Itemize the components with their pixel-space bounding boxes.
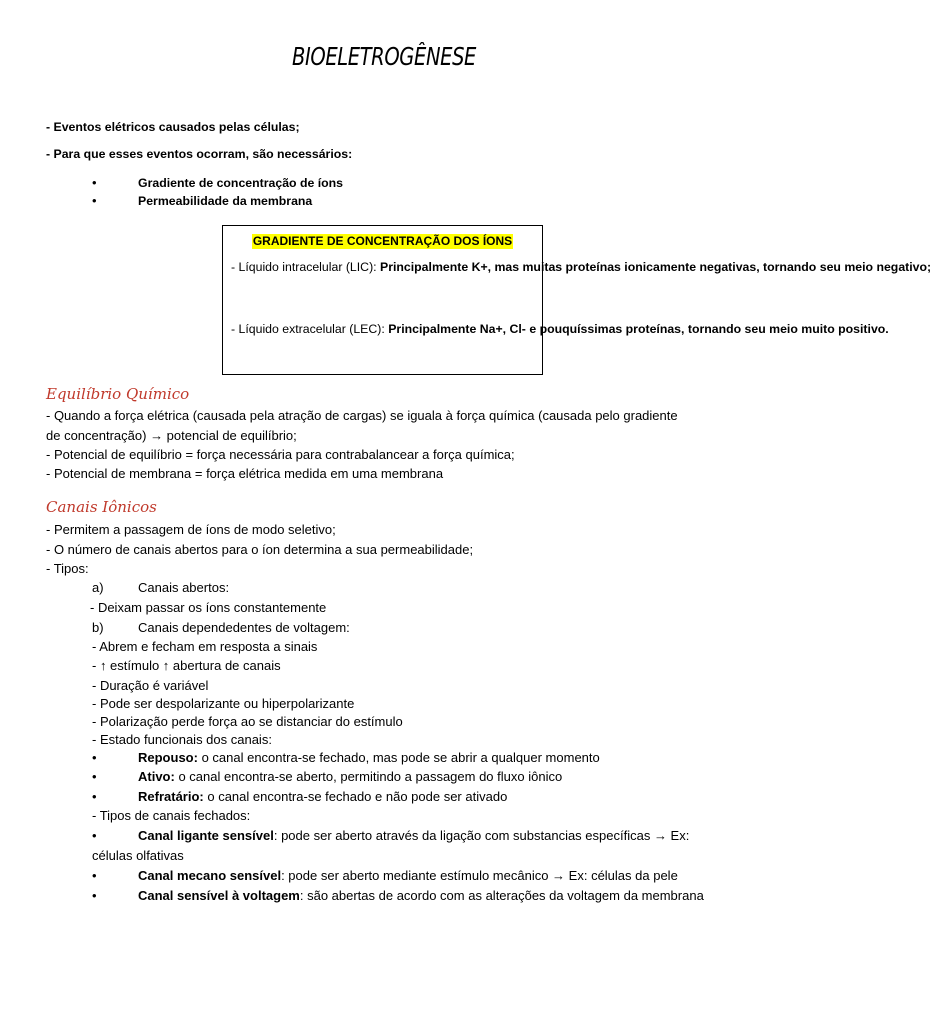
canais-line-3: - Tipos: (46, 561, 89, 576)
ion-gradient-box (222, 225, 931, 375)
page-title: BIOELETROGÊNESE (292, 42, 476, 71)
closed-term: Canal mecano sensível (138, 868, 282, 883)
bullet-symbol: • (92, 828, 97, 843)
box-paragraph-lic (231, 258, 931, 276)
item-b-sub: - Estado funcionais dos canais: (92, 732, 272, 747)
bullet-symbol: • (92, 769, 97, 784)
bullet-symbol: • (92, 193, 97, 208)
intro-bullet-2: Permeabilidade da membrana (138, 194, 313, 208)
state-term: Repouso: (138, 750, 198, 765)
closed-ligante-cont: células olfativas (92, 848, 184, 863)
box-lic-text: Principalmente K+, mas muitas proteínas ionicamente negativas, tornando seu meio negativo; (380, 260, 931, 274)
bullet-symbol: • (92, 175, 97, 190)
closed-term: Canal ligante sensível (138, 828, 274, 843)
state-def: o canal encontra-se aberto, permitindo a passagem do fluxo iônico (174, 769, 563, 784)
bullet-symbol: • (92, 868, 97, 883)
intro-line-2: - Para que esses eventos ocorram, são necessários: (46, 147, 353, 161)
closed-mecano (138, 868, 678, 883)
definition: = força necessária para contrabalancear a força química; (181, 447, 515, 462)
item-b-sub: - ↑ estímulo ↑ abertura de canais (92, 658, 281, 673)
closed-def: : são abertas de acordo com as alterações da voltagem da membrana (299, 888, 704, 903)
item-a-marker: a) (92, 580, 104, 595)
definition: = força elétrica medida em uma membrana (191, 466, 444, 481)
item-a-sub: - Deixam passar os íons constantemente (90, 600, 327, 615)
state-def: o canal encontra-se fechado e não pode ser ativado (203, 789, 508, 804)
box-paragraph-lec (231, 320, 889, 338)
state-def: o canal encontra-se fechado, mas pode se abrir a qualquer momento (197, 750, 600, 765)
item-b-sub: - Pode ser despolarizante ou hiperpolarizante (92, 696, 355, 711)
term: - Potencial de membrana (46, 466, 192, 481)
state-repouso (138, 750, 600, 765)
item-b-marker: b) (92, 620, 104, 635)
closed-voltagem (138, 888, 704, 903)
potencial-equilibrio (46, 447, 515, 462)
state-term: Ativo: (138, 769, 175, 784)
section-heading-canais: Canais Iônicos (46, 498, 157, 516)
potencial-membrana (46, 466, 443, 481)
term: - Potencial de equilíbrio (46, 447, 182, 462)
section-heading-equilibrio: Equilíbrio Químico (46, 385, 190, 403)
bullet-symbol: • (92, 888, 97, 903)
canais-line-1: - Permitem a passagem de íons de modo seletivo; (46, 522, 336, 537)
item-a-label: Canais abertos: (138, 580, 230, 595)
closed-def: : pode ser aberto mediante estímulo mecânico → Ex: células da pele (281, 868, 678, 883)
item-b-label: Canais dependedentes de voltagem: (138, 620, 350, 635)
intro-bullet-1: Gradiente de concentração de íons (138, 176, 344, 190)
equilibrio-line-2: de concentração) → potencial de equilíbrio; (46, 428, 297, 443)
item-b-sub: - Polarização perde força ao se distanciar do estímulo (92, 714, 403, 729)
box-title: GRADIENTE DE CONCENTRAÇÃO DOS ÍONS (252, 234, 513, 248)
box-lic-lead: - Líquido intracelular (LIC): (231, 260, 380, 274)
state-refratario (138, 789, 507, 804)
closed-term: Canal sensível à voltagem (138, 888, 300, 903)
box-lec-text: Principalmente Na+, Cl- e pouquíssimas proteínas, tornando seu meio muito positivo. (388, 322, 889, 336)
bullet-symbol: • (92, 750, 97, 765)
canais-line-2: - O número de canais abertos para o íon determina a sua permeabilidade; (46, 542, 474, 557)
bullet-symbol: • (92, 789, 97, 804)
state-term: Refratário: (138, 789, 204, 804)
closed-def: : pode ser aberto através da ligação com substancias específicas → Ex: (273, 828, 690, 843)
equilibrio-line-1: - Quando a força elétrica (causada pela atração de cargas) se iguala à força química (causada pelo gradiente (46, 408, 678, 423)
state-ativo (138, 769, 562, 784)
intro-line-1: - Eventos elétricos causados pelas células; (46, 120, 300, 134)
item-b-sub: - Duração é variável (92, 678, 209, 693)
item-b-sub: - Abrem e fecham em resposta a sinais (92, 639, 318, 654)
tipos-fechados: - Tipos de canais fechados: (92, 808, 251, 823)
box-lec-lead: - Líquido extracelular (LEC): (231, 322, 389, 336)
closed-ligante (138, 828, 689, 843)
